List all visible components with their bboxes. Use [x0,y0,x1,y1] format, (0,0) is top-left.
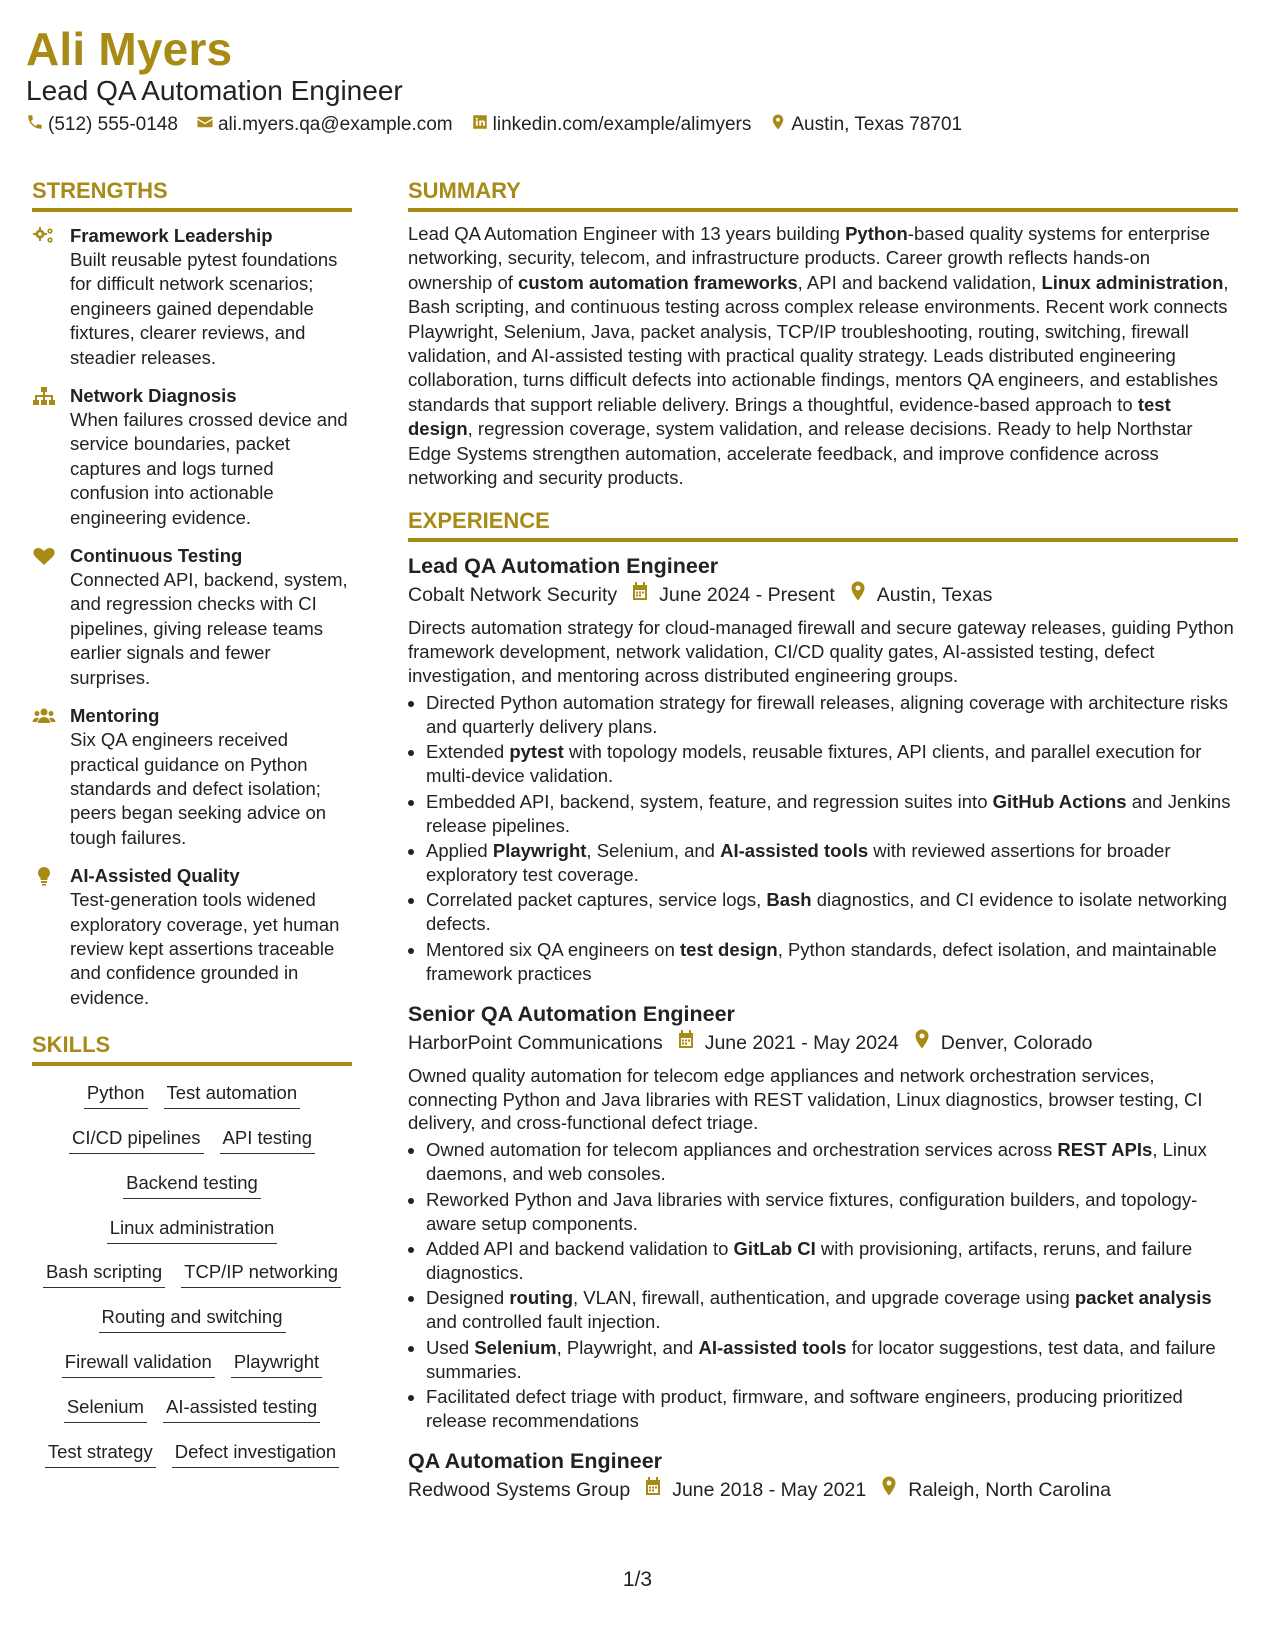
job-company: HarborPoint Communications [408,1031,663,1054]
job-bullets [408,691,1238,986]
job-meta [408,580,1238,610]
strength-text: When failures crossed device and service boundaries, packet captures and logs turned confusion into actionable engineering evidence. [70,409,348,528]
skill-tag: Test strategy [45,1439,156,1468]
job-bullet: • Directed Python automation strategy for firewall releases, aligning coverage with architecture risks and quarterly delivery plans. [426,691,1238,739]
lightbulb-icon [32,866,56,886]
summary-heading: SUMMARY [408,176,1238,212]
summary-text: Lead QA Automation Engineer with 13 years building Python-based quality systems for enterprise networking, security, telecom, and infrastructure products. Career growth reflects hands-on ownership of custom automation frameworks, API and backend validation, Linux administration, Bash scripting, and continuous testing across complex release environments. Recent work connects Playwright, Selenium, Java, packet analysis, TCP/IP troubleshooting, routing, switching, firewall validation, and AI-assisted testing with practical quality strategy. Leads distributed engineering collaboration, turns difficult defects into actionable findings, mentors QA engineers, and establishes standards that support reliable delivery. Brings a thoughtful, evidence-based approach to test design, regression coverage, system validation, and release decisions. Ready to help Northstar Edge Systems strengthen automation, accelerate feedback, and improve confidence across networking and security products. [408,223,1229,489]
contact-location-text: Austin, Texas 78701 [791,114,963,135]
gears-icon [32,226,56,246]
skills-row [32,1215,352,1260]
job-meta [408,1028,1238,1058]
strength-item [32,384,352,530]
skills-row [32,1125,352,1170]
job-location: Denver, Colorado [940,1031,1093,1054]
job-bullet: • Correlated packet captures, service logs, Bash diagnostics, and CI evidence to isolate networking defects. [426,888,1238,936]
contact-linkedin[interactable] [471,113,752,137]
skill-tag: Selenium [64,1394,147,1423]
job-dates-group [631,580,835,610]
job-dates: June 2024 - Present [659,584,835,607]
calendar-icon [677,1028,705,1058]
job-bullet: • Facilitated defect triage with product, firmware, and software engineers, producing prioritized release recommendations [426,1385,1238,1433]
strength-item [32,544,352,690]
skills-row [32,1259,352,1304]
job-entry [408,552,1238,985]
skill-tag: AI-assisted testing [163,1394,320,1423]
strength-text: Connected API, backend, system, and regression checks with CI pipelines, giving release teams earlier signals and fewer surprises. [70,569,348,688]
location-pin-icon [769,113,791,137]
skill-tag: Test automation [164,1080,301,1109]
job-dates-group [677,1028,899,1058]
strengths-heading: STRENGTHS [32,176,352,212]
skills-row [32,1080,352,1125]
skill-tag: CI/CD pipelines [69,1125,204,1154]
contact-linkedin-text: linkedin.com/example/alimyers [492,114,752,135]
location-pin-icon [849,580,877,610]
location-pin-icon [880,1475,908,1505]
job-location: Austin, Texas [876,584,993,607]
skill-tag: API testing [220,1125,315,1154]
job-bullet: • Owned automation for telecom appliances and orchestration services across REST APIs, Linux daemons, and web consoles. [426,1138,1238,1186]
strength-title: Network Diagnosis [70,385,237,407]
location-pin-icon [913,1028,941,1058]
job-location: Raleigh, North Carolina [908,1479,1111,1502]
contact-phone-text: (512) 555-0148 [48,114,178,135]
heart-icon [32,546,56,566]
job-entry [408,1447,1238,1505]
skills-row [32,1394,352,1439]
job-bullet: • Mentored six QA engineers on test design, Python standards, defect isolation, and maintainable framework practices [426,938,1238,986]
job-company: Cobalt Network Security [408,584,618,607]
skill-tag: Routing and switching [99,1304,286,1333]
job-dates-group [644,1475,866,1505]
contact-email[interactable] [196,113,453,137]
strength-text: Test-generation tools widened exploratory coverage, yet human review kept assertions traceable and confidence grounded in evidence. [70,889,340,1008]
skill-tag: Firewall validation [62,1349,215,1378]
skill-tag: Backend testing [123,1170,261,1199]
job-dates: June 2021 - May 2024 [704,1031,899,1054]
contact-bar [26,112,980,138]
left-column [32,176,352,1483]
experience-list [408,552,1238,1505]
experience-heading: EXPERIENCE [408,506,1238,542]
candidate-headline: Lead QA Automation Engineer [26,75,403,106]
strength-item [32,704,352,850]
users-icon [32,706,56,726]
skills-list [32,1080,352,1483]
contact-location [769,113,962,137]
skills-row [32,1439,352,1484]
job-description: Owned quality automation for telecom edge appliances and network orchestration services, connecting Python and Java libraries with REST validation, Linux diagnostics, browser testing, CI delivery, and cross-functional defect triage. [408,1064,1203,1134]
skill-tag: Bash scripting [43,1259,165,1288]
job-entry [408,1000,1238,1433]
envelope-icon [196,113,218,137]
job-location-group [913,1028,1093,1058]
strength-item [32,224,352,370]
job-bullet: • Embedded API, backend, system, feature, and regression suites into GitHub Actions and Jenkins release pipelines. [426,790,1238,838]
right-column [408,176,1238,1505]
skills-row [32,1304,352,1349]
strength-text: Built reusable pytest foundations for difficult network scenarios; engineers gained dependable fixtures, clearer reviews, and steadier releases. [70,249,338,368]
job-bullet: • Designed routing, VLAN, firewall, authentication, and upgrade coverage using packet analysis and controlled fault injection. [426,1286,1238,1334]
job-bullet: • Reworked Python and Java libraries with service fixtures, configuration builders, and topology-aware setup components. [426,1188,1238,1236]
contact-phone[interactable] [26,113,178,137]
job-dates: June 2018 - May 2021 [672,1479,867,1502]
sitemap-icon [32,386,56,406]
skills-row [32,1170,352,1215]
job-title: Lead QA Automation Engineer [408,554,719,579]
strength-title: Continuous Testing [70,545,243,567]
skill-tag: Linux administration [107,1215,278,1244]
job-meta [408,1475,1238,1505]
job-description: Directs automation strategy for cloud-managed firewall and secure gateway releases, guiding Python framework development, network validation, CI/CD quality gates, AI-assisted testing, defect investigation, and mentoring across distributed engineering groups. [408,617,1234,687]
job-bullet: • Applied Playwright, Selenium, and AI-assisted tools with reviewed assertions for broader exploratory test coverage. [426,839,1238,887]
job-location-group [849,580,993,610]
candidate-name: Ali Myers [26,23,233,75]
skills-heading: SKILLS [32,1030,352,1066]
job-bullet: • Extended pytest with topology models, reusable fixtures, API clients, and parallel execution for multi-device validation. [426,740,1238,788]
strength-title: Mentoring [70,705,160,727]
job-bullet: • Added API and backend validation to GitLab CI with provisioning, artifacts, reruns, and failure diagnostics. [426,1237,1238,1285]
job-bullet: • Used Selenium, Playwright, and AI-assisted tools for locator suggestions, test data, and failure summaries. [426,1336,1238,1384]
skills-row [32,1349,352,1394]
skill-tag: Defect investigation [172,1439,339,1468]
job-location-group [880,1475,1111,1505]
strength-title: AI-Assisted Quality [70,865,240,887]
strength-item [32,864,352,1010]
linkedin-icon [471,113,493,137]
page-number: 1/3 [622,1568,653,1591]
job-title: QA Automation Engineer [408,1449,663,1474]
skill-tag: Playwright [231,1349,322,1378]
job-company: Redwood Systems Group [408,1479,631,1502]
job-bullets [408,1138,1238,1433]
phone-icon [26,113,48,137]
contact-email-text: ali.myers.qa@example.com [217,114,453,135]
strength-title: Framework Leadership [70,225,273,246]
job-title: Senior QA Automation Engineer [408,1001,735,1026]
skill-tag: Python [84,1080,148,1109]
calendar-icon [631,580,659,610]
skill-tag: TCP/IP networking [181,1259,341,1288]
calendar-icon [644,1475,672,1505]
strength-text: Six QA engineers received practical guidance on Python standards and defect isolation; peers began seeking advice on tough failures. [70,729,327,848]
